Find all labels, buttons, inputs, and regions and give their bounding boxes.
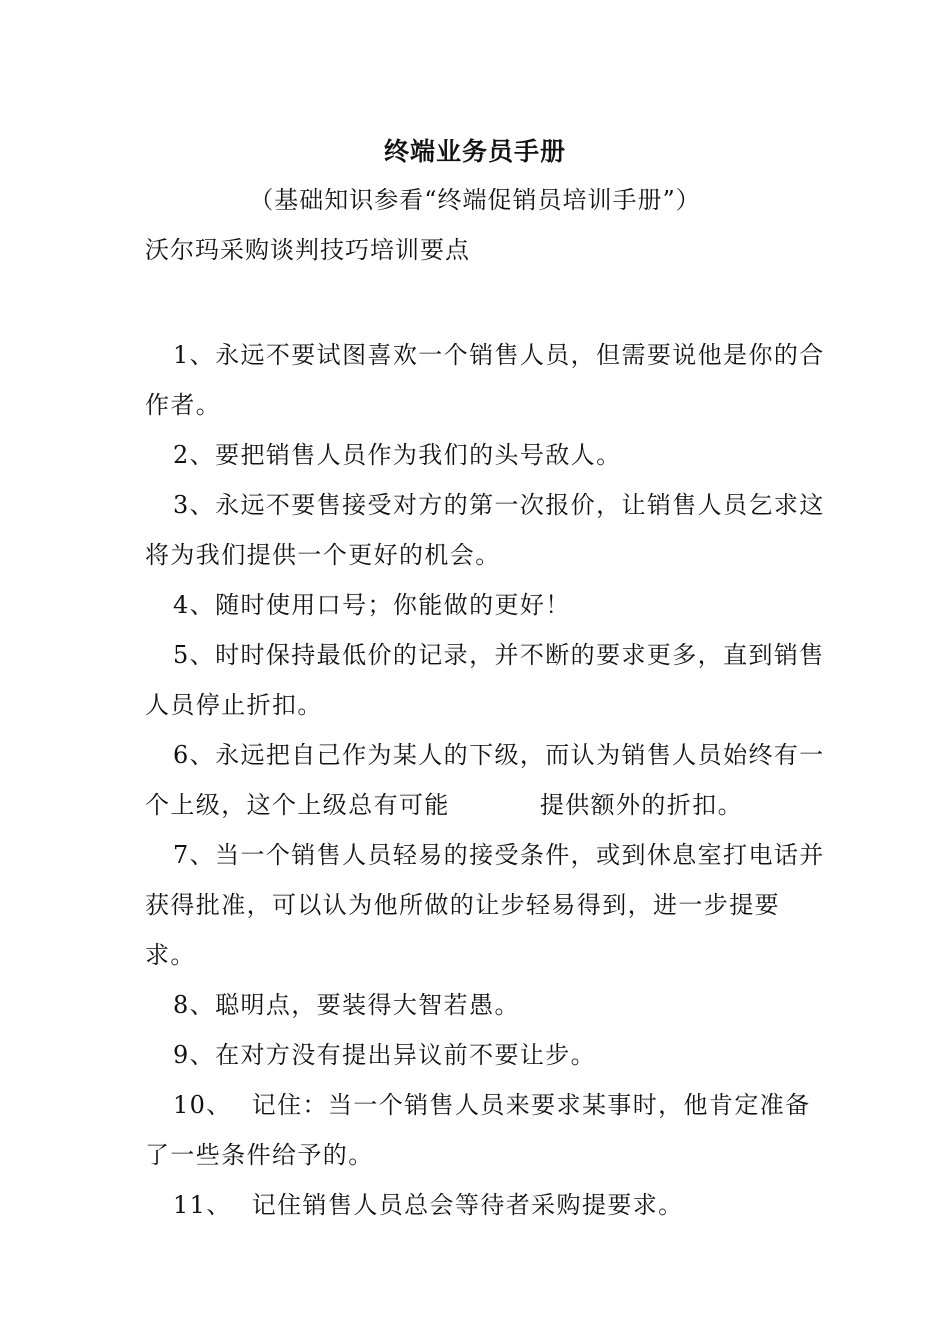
list-item	[145, 830, 825, 980]
item-text: 随时使用口号；你能做的更好！	[215, 591, 571, 619]
list-item	[145, 630, 825, 730]
list-item	[145, 330, 825, 430]
document-title: 终端业务员手册	[383, 137, 566, 166]
list-item	[145, 1180, 825, 1230]
item-text: 时时保持最低价的记录，并不断的要求更多，直到销售人员停止折扣。	[145, 641, 825, 719]
item-text: 在对方没有提出异议前不要让步。	[215, 1041, 597, 1069]
document-subtitle: （基础知识参看“终端促销员培训手册”）	[249, 186, 701, 214]
item-number: 7、	[173, 841, 216, 869]
item-text: 记住：当一个销售人员来要求某事时，他肯定准备了一些条件给予的。	[145, 1091, 811, 1169]
list-item	[145, 1080, 825, 1180]
item-number: 3、	[173, 491, 216, 519]
item-number: 6、	[173, 741, 216, 769]
item-text: 当一个销售人员轻易的接受条件，或到休息室打电话并获得批准，可以认为他所做的让步轻易得到，进一步提要求。	[145, 841, 825, 969]
item-number: 5、	[173, 641, 216, 669]
item-number: 8、	[173, 991, 216, 1019]
item-text: 要把销售人员作为我们的头号敌人。	[215, 441, 622, 469]
item-text: 永远不要试图喜欢一个销售人员，但需要说他是你的合作者。	[145, 341, 825, 419]
list-item	[145, 480, 825, 580]
list-item	[145, 980, 825, 1030]
item-number: 9、	[173, 1041, 216, 1069]
item-number: 1、	[173, 341, 216, 369]
item-text: 记住销售人员总会等待者采购提要求。	[251, 1191, 684, 1219]
list-item	[145, 580, 825, 630]
item-text: 永远把自己作为某人的下级，而认为销售人员始终有一个上级，这个上级总有可能	[145, 741, 825, 819]
item-text: 聪明点，要装得大智若愚。	[215, 991, 520, 1019]
tips-list	[145, 330, 825, 1230]
section-heading: 沃尔玛采购谈判技巧培训要点	[145, 236, 470, 264]
list-item	[145, 730, 825, 830]
item-number: 11、	[173, 1191, 232, 1219]
item-text: 永远不要售接受对方的第一次报价，让销售人员乞求这将为我们提供一个更好的机会。	[145, 491, 825, 569]
item-number: 2、	[173, 441, 216, 469]
list-item	[145, 1030, 825, 1080]
item-number: 4、	[173, 591, 216, 619]
list-item	[145, 430, 825, 480]
item-number: 10、	[173, 1091, 232, 1119]
item-text-continued: 提供额外的折扣。	[539, 791, 744, 819]
